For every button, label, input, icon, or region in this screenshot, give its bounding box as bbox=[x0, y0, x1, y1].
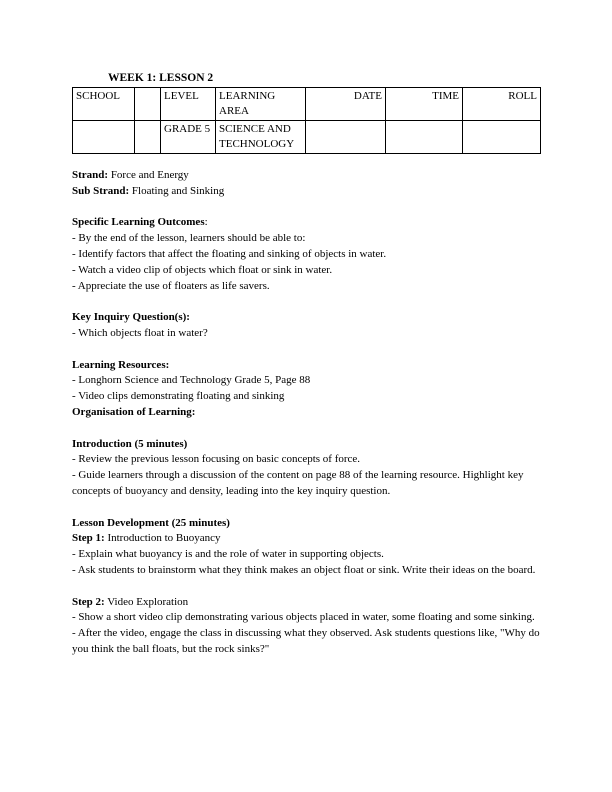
resources-heading-text: Learning Resources: bbox=[72, 358, 170, 371]
step2-title-text: Video Exploration bbox=[104, 595, 189, 608]
header-roll: ROLL bbox=[463, 88, 541, 121]
strand-value: Force and Energy bbox=[108, 169, 189, 181]
header-blank bbox=[135, 88, 161, 121]
step1-label: Step 1: bbox=[72, 532, 105, 545]
header-time: TIME bbox=[386, 88, 463, 121]
header-school: SCHOOL bbox=[73, 88, 135, 121]
outcomes-colon: : bbox=[204, 216, 208, 229]
inquiry-heading-text: Key Inquiry Question(s): bbox=[72, 311, 190, 324]
header-level: LEVEL bbox=[161, 88, 216, 121]
step2-title bbox=[72, 595, 542, 611]
lesson-body bbox=[72, 168, 542, 658]
sub-strand bbox=[72, 184, 542, 200]
outcomes-heading-text: Specific Learning Outcomes bbox=[72, 216, 205, 229]
list-item: - By the end of the lesson, learners should be able to: bbox=[72, 232, 306, 245]
step2-label: Step 2: bbox=[72, 595, 105, 608]
cell-date bbox=[306, 121, 386, 154]
inquiry-heading bbox=[72, 310, 542, 326]
introduction-heading bbox=[72, 437, 542, 453]
list-item: - Identify factors that affect the floating and sinking of objects in water. bbox=[72, 247, 387, 260]
strand-label: Strand: bbox=[72, 169, 109, 181]
list-item: - Ask students to brainstorm what they think makes an object float or sink. Write their ideas on the board. bbox=[72, 563, 536, 576]
table-row bbox=[73, 121, 541, 154]
list-item: - Video clips demonstrating floating and sinking bbox=[72, 390, 285, 403]
step1-title-text: Introduction to Buoyancy bbox=[104, 532, 221, 545]
list-item: - Show a short video clip demonstrating various objects placed in water, some floating and some sinking. bbox=[72, 611, 535, 624]
cell-roll bbox=[463, 121, 541, 154]
cell-level: GRADE 5 bbox=[161, 121, 216, 154]
list-item: - Review the previous lesson focusing on basic concepts of force. bbox=[72, 453, 361, 466]
header-date: DATE bbox=[306, 88, 386, 121]
sub-strand-label: Sub Strand: bbox=[72, 184, 130, 197]
list-item: - Longhorn Science and Technology Grade 5, Page 88 bbox=[72, 374, 311, 387]
list-item: - Which objects float in water? bbox=[72, 326, 208, 339]
cell-school bbox=[73, 121, 135, 154]
list-item: - Appreciate the use of floaters as life savers. bbox=[72, 279, 270, 292]
list-item: - After the video, engage the class in discussing what they observed. Ask students questions like, "Why do you think the ball floats, but the rock sinks?" bbox=[72, 627, 540, 655]
introduction-heading-text: Introduction (5 minutes) bbox=[72, 437, 188, 450]
organisation-heading-text: Organisation of Learning: bbox=[72, 405, 196, 418]
outcomes-heading bbox=[72, 215, 542, 231]
strand bbox=[72, 168, 542, 184]
list-item: - Watch a video clip of objects which float or sink in water. bbox=[72, 263, 333, 276]
sub-strand-value: Floating and Sinking bbox=[129, 184, 225, 197]
list-item: - Guide learners through a discussion of the content on page 88 of the learning resource. Highlight key concepts of buoyancy and density, leading into the key inquiry question. bbox=[72, 469, 524, 497]
table-header-row bbox=[73, 88, 541, 121]
organisation-heading bbox=[72, 405, 542, 421]
list-item: - Explain what buoyancy is and the role of water in supporting objects. bbox=[72, 548, 384, 561]
cell-learning-area: SCIENCE AND TECHNOLOGY bbox=[216, 121, 306, 154]
cell-time bbox=[386, 121, 463, 154]
development-heading bbox=[72, 516, 542, 532]
step1-title bbox=[72, 531, 542, 547]
cell-blank bbox=[135, 121, 161, 154]
lesson-info-table bbox=[72, 87, 541, 154]
header-learning-area: LEARNING AREA bbox=[216, 88, 306, 121]
lesson-title: WEEK 1: LESSON 2 bbox=[108, 72, 214, 84]
development-heading-text: Lesson Development (25 minutes) bbox=[72, 516, 230, 529]
resources-heading bbox=[72, 358, 542, 374]
